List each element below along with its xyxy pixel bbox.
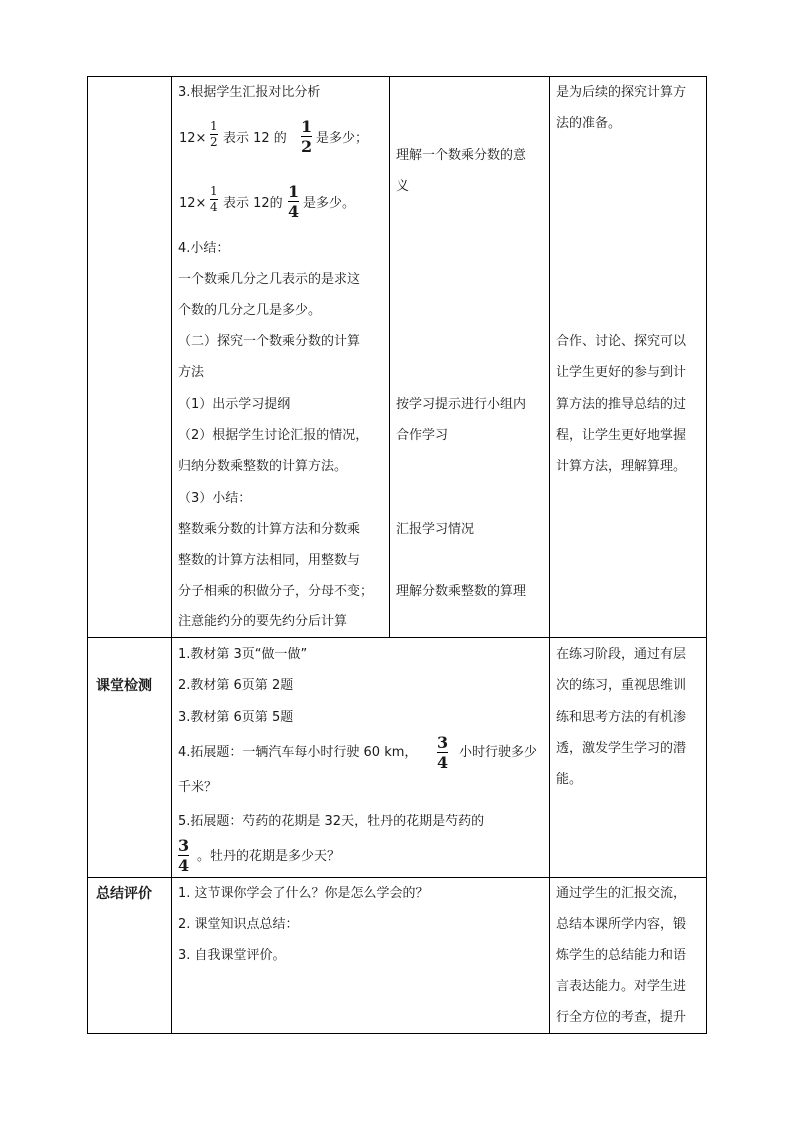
fraction-numerator: 3	[178, 836, 190, 855]
conclusion-line-4: 注意能约分的要先约分后计算	[178, 614, 348, 629]
expr1-prefix: 12×	[179, 131, 207, 146]
check-intent-e: 能。	[556, 772, 583, 787]
check-item-3: 3.教材第 6页第 5题	[178, 710, 294, 725]
conclusion-line-2: 整数的计算方法相同，用整数与	[178, 553, 361, 568]
expr1-middle: 表示 12 的	[223, 131, 287, 146]
table-border-left	[87, 76, 88, 1034]
summary-item-3: 3. 自我课堂评价。	[178, 948, 286, 963]
summary-line-1: 一个数乘几分之几表示的是求这	[178, 272, 361, 287]
intent-line-2d: 程，让学生更好地掌握	[556, 428, 687, 443]
table-border-top	[87, 76, 707, 77]
check-item-2: 2.教材第 6页第 2题	[178, 678, 294, 693]
check-intent-c: 练和思考方法的有机渗	[556, 710, 687, 725]
summary-intent-e: 行全方位的考查，提升	[556, 1010, 687, 1025]
student-line-1b: 义	[396, 179, 410, 194]
check-item-5-fraction	[178, 837, 189, 874]
item-3: （3）小结：	[178, 491, 252, 506]
summary-intent-b: 总结本课所学内容，锻	[556, 917, 687, 932]
expr1-small-fraction	[210, 120, 218, 149]
check-item-4-suffix: 小时行驶多少	[459, 745, 538, 760]
check-item-5-line-1: 5.拓展题：芍药的花期是 32天，牡丹的花期是芍药的	[178, 814, 485, 829]
student-line-1a: 理解一个数乘分数的意	[396, 148, 527, 163]
label-column-divider	[171, 76, 172, 1034]
fraction-numerator: 1	[301, 117, 313, 136]
summary-intent-a: 通过学生的汇报交流，	[556, 886, 687, 901]
item-2-line-2: 归纳分数乘整数的计算方法。	[178, 459, 348, 474]
conclusion-line-1: 整数乘分数的计算方法和分数乘	[178, 522, 361, 537]
row-divider-2	[87, 877, 707, 878]
intent-column-divider	[549, 76, 550, 1034]
intent-line-2e: 计算方法，理解算理。	[556, 459, 687, 474]
student-line-2a: 按学习提示进行小组内	[396, 397, 527, 412]
expr2-middle: 表示 12的	[223, 196, 283, 211]
student-line-4: 理解分数乘整数的算理	[396, 584, 527, 599]
row-divider-1	[87, 637, 707, 638]
fraction-denominator: 2	[210, 135, 218, 149]
step3-heading: 3.根据学生汇报对比分析	[178, 85, 321, 100]
item-1: （1）出示学习提纲	[178, 397, 291, 412]
fraction-numerator: 1	[288, 182, 300, 201]
conclusion-line-3: 分子相乘的积做分子，分母不变；	[178, 584, 374, 599]
check-intent-d: 透，激发学生学习的潜	[556, 741, 687, 756]
fraction-numerator: 1	[210, 184, 218, 198]
expr2-large-fraction	[288, 183, 299, 220]
intent-line-2c: 算方法的推导总结的过	[556, 397, 687, 412]
part2-line-1: （二）探究一个数乘分数的计算	[178, 334, 361, 349]
summary-item-2: 2. 课堂知识点总结：	[178, 917, 299, 932]
summary-item-1: 1. 这节课你学会了什么？你是怎么学会的？	[178, 886, 429, 901]
fraction-denominator: 2	[301, 137, 313, 156]
summary-heading: 4.小结：	[178, 241, 230, 256]
summary-intent-d: 言表达能力。对学生进	[556, 979, 687, 994]
intent-line-2b: 让学生更好的参与到计	[556, 365, 687, 380]
check-item-5-suffix: 。牡丹的花期是多少天？	[197, 849, 341, 864]
part2-line-2: 方法	[178, 365, 205, 380]
table-border-bottom	[87, 1033, 707, 1034]
fraction-numerator: 1	[210, 119, 218, 133]
row-label-summary: 总结评价	[96, 886, 152, 902]
fraction-denominator: 4	[288, 202, 300, 221]
student-line-2b: 合作学习	[396, 428, 449, 443]
fraction-denominator: 4	[437, 753, 449, 772]
summary-line-2: 个数的几分之几是多少。	[178, 303, 322, 318]
fraction-denominator: 4	[210, 200, 218, 214]
student-column-divider	[389, 76, 390, 638]
check-item-4-fraction	[437, 734, 448, 771]
check-item-4-prefix: 4.拓展题：一辆汽车每小时行驶 60 km，	[178, 745, 418, 760]
expr2-small-fraction	[210, 185, 218, 214]
fraction-numerator: 3	[437, 733, 449, 752]
table-border-right	[706, 76, 707, 1034]
check-item-4-line-2: 千米？	[178, 780, 218, 795]
intent-line-2a: 合作、讨论、探究可以	[556, 334, 687, 349]
student-line-3: 汇报学习情况	[396, 522, 475, 537]
expr1-suffix: 是多少；	[316, 131, 369, 146]
expr2-suffix: 是多少。	[303, 196, 356, 211]
expr2-prefix: 12×	[179, 196, 207, 211]
item-2-line-1: （2）根据学生讨论汇报的情况，	[178, 428, 369, 443]
check-item-1: 1.教材第 3页“做一做”	[178, 647, 308, 662]
summary-intent-c: 炼学生的总结能力和语	[556, 948, 687, 963]
expr1-large-fraction	[301, 118, 312, 155]
intent-line-1b: 法的准备。	[556, 116, 622, 131]
fraction-denominator: 4	[178, 856, 190, 875]
row-label-classroom-check: 课堂检测	[96, 678, 152, 694]
check-intent-b: 次的练习，重视思维训	[556, 678, 687, 693]
intent-line-1a: 是为后续的探究计算方	[556, 85, 687, 100]
check-intent-a: 在练习阶段，通过有层	[556, 647, 687, 662]
